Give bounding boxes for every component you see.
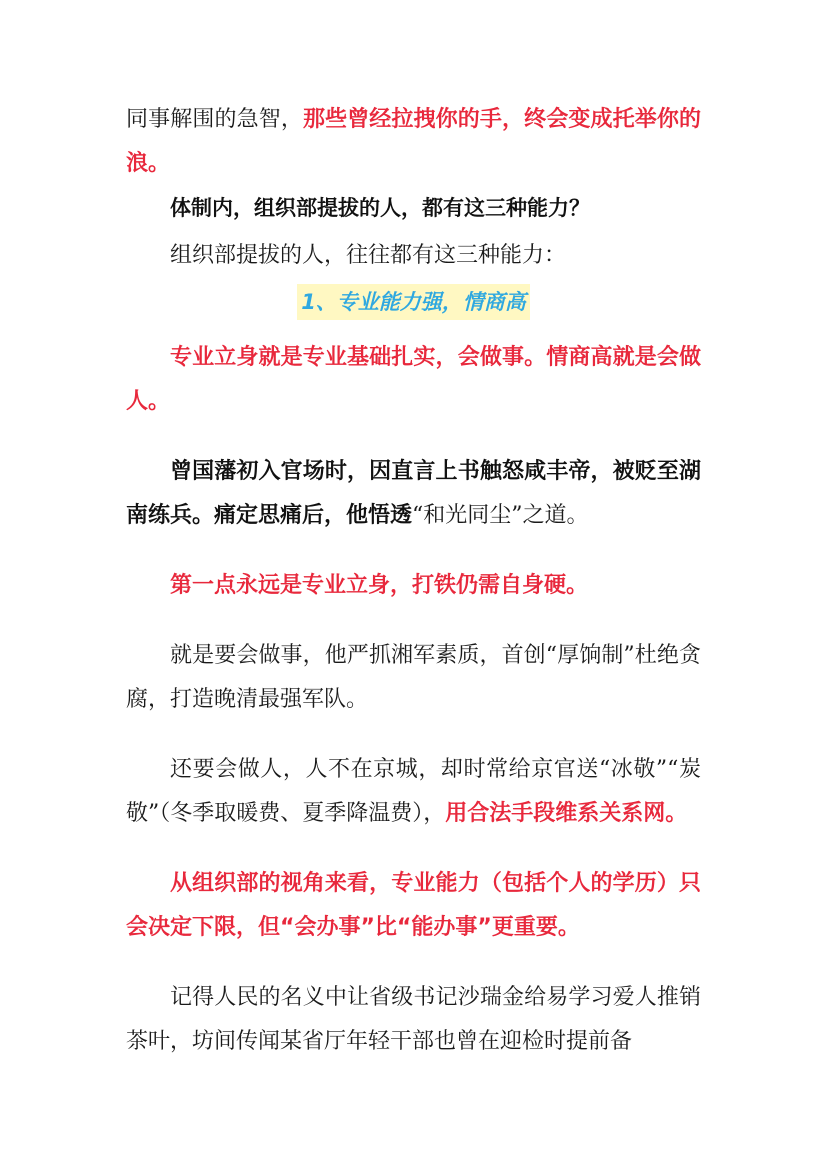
paragraph-6 [126,748,701,836]
paragraph-7: 从组织部的视角来看，专业能力（包括个人的学历）只会决定下限，但“会办事”比“能办事”更重要。 [126,871,701,940]
paragraph-1 [126,98,701,186]
paragraph-4: 第一点永远是专业立身，打铁仍需自身硬。 [170,573,589,598]
paragraph-3-text: “和光同尘”之道。 [412,503,589,528]
paragraph-6-highlight: 用合法手段维系关系网。 [445,801,688,826]
paragraph-1-text: 同事解围的急智， [126,107,303,132]
subtitle-highlight: 1、专业能力强，情商高 [297,284,530,320]
subtitle-line [126,282,701,326]
paragraph-6-text: 还要会做人，人不在京城，却时常给京官送“冰敬”“炭敬”（冬季取暖费、夏季降温费）， [126,757,701,826]
paragraph-1-highlight: 那些曾经拉拽你的手，终会变成托举你的浪。 [126,107,701,176]
paragraph-5: 就是要会做事，他严抓湘军素质，首创“厚饷制”杜绝贪腐，打造晚清最强军队。 [126,643,701,712]
paragraph-8: 记得人民的名义中让省级书记沙瑞金给易学习爱人推销茶叶，坊间传闻某省厅年轻干部也曾在迎检时提前备 [126,985,701,1054]
section-heading: 体制内，组织部提拔的人，都有这三种能力？ [170,196,590,220]
paragraph-3-bold: 曾国藩初入官场时，因直言上书触怒咸丰帝，被贬至湖南练兵。痛定思痛后，他悟透 [126,459,701,528]
intro-paragraph: 组织部提拔的人，往往都有这三种能力： [170,243,567,268]
paragraph-2: 专业立身就是专业基础扎实，会做事。情商高就是会做人。 [126,345,701,414]
paragraph-3 [126,450,701,538]
